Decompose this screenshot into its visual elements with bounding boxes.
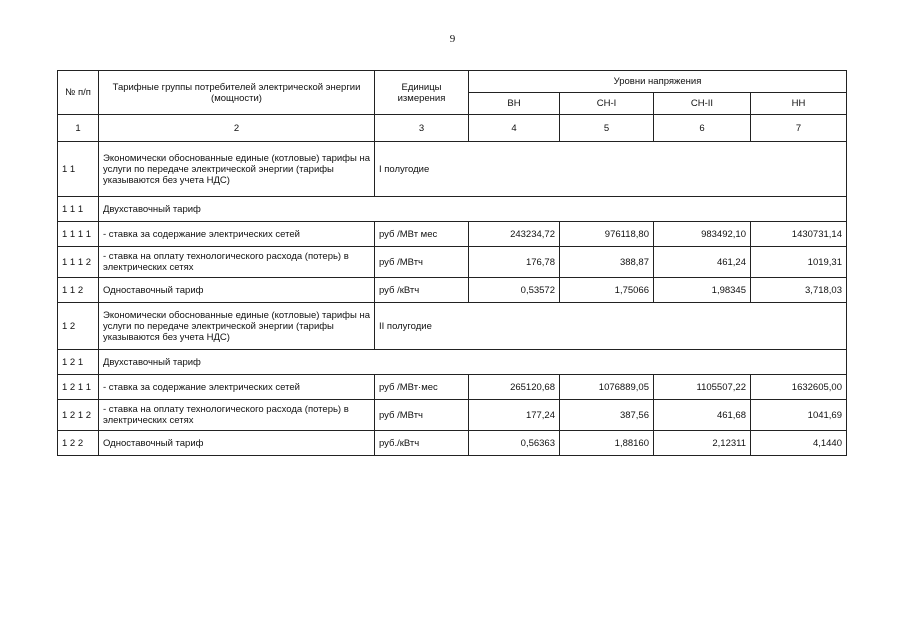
row-unit: руб /кВтч	[375, 278, 469, 303]
value-sn2: 983492,10	[654, 222, 751, 247]
row-number: 1 1	[58, 142, 99, 197]
header-level: ВН	[469, 93, 560, 115]
index-cell: 3	[375, 115, 469, 142]
value-sn1: 1,75066	[560, 278, 654, 303]
value-nn: 4,1440	[751, 431, 847, 456]
row-number: 1 2	[58, 303, 99, 350]
index-cell: 5	[560, 115, 654, 142]
value-sn1: 1076889,05	[560, 375, 654, 400]
table-row	[58, 278, 847, 303]
row-number: 1 2 1	[58, 350, 99, 375]
value-sn2: 1,98345	[654, 278, 751, 303]
row-number: 1 2 1 1	[58, 375, 99, 400]
section-row	[58, 142, 847, 197]
row-name: Экономически обоснованные единые (котловые) тарифы на услуги по передаче электрической энергии (тарифы указываются без учета НДС)	[99, 142, 375, 197]
row-number: 1 2 1 2	[58, 400, 99, 431]
value-nn: 1632605,00	[751, 375, 847, 400]
row-number: 1 1 2	[58, 278, 99, 303]
header-unit: Единицы измерения	[375, 71, 469, 115]
row-number: 1 1 1	[58, 197, 99, 222]
value-vn: 265120,68	[469, 375, 560, 400]
period-label: I полугодие	[375, 142, 847, 197]
value-vn: 243234,72	[469, 222, 560, 247]
header-level: НН	[751, 93, 847, 115]
row-name: Экономически обоснованные единые (котловые) тарифы на услуги по передаче электрической энергии (тарифы указываются без учета НДС)	[99, 303, 375, 350]
index-cell: 4	[469, 115, 560, 142]
row-name: Одноставочный тариф	[99, 278, 375, 303]
row-number: 1 2 2	[58, 431, 99, 456]
index-cell: 7	[751, 115, 847, 142]
row-unit: руб /МВт·мес	[375, 375, 469, 400]
index-cell: 6	[654, 115, 751, 142]
index-row	[58, 115, 847, 142]
table-row	[58, 400, 847, 431]
row-unit: руб /МВтч	[375, 400, 469, 431]
row-unit: руб./кВтч	[375, 431, 469, 456]
group-row	[58, 197, 847, 222]
row-unit: руб /МВт мес	[375, 222, 469, 247]
value-sn2: 461,68	[654, 400, 751, 431]
header-level: СН-I	[560, 93, 654, 115]
value-sn2: 2,12311	[654, 431, 751, 456]
value-nn: 3,718,03	[751, 278, 847, 303]
section-row	[58, 303, 847, 350]
group-row	[58, 350, 847, 375]
value-vn: 177,24	[469, 400, 560, 431]
value-vn: 0,56363	[469, 431, 560, 456]
table-row	[58, 222, 847, 247]
row-name: - ставка на оплату технологического расхода (потерь) в электрических сетях	[99, 247, 375, 278]
header-group: Тарифные группы потребителей электрической энергии (мощности)	[99, 71, 375, 115]
table-row	[58, 247, 847, 278]
row-number: 1 1 1 1	[58, 222, 99, 247]
row-name: Одноставочный тариф	[99, 431, 375, 456]
table-row	[58, 375, 847, 400]
value-nn: 1430731,14	[751, 222, 847, 247]
header-num: № п/п	[58, 71, 99, 115]
value-sn2: 1105507,22	[654, 375, 751, 400]
value-vn: 176,78	[469, 247, 560, 278]
value-vn: 0,53572	[469, 278, 560, 303]
header-voltage-levels: Уровни напряжения	[469, 71, 847, 93]
row-number: 1 1 1 2	[58, 247, 99, 278]
index-cell: 2	[99, 115, 375, 142]
header-level: СН-II	[654, 93, 751, 115]
value-sn1: 976118,80	[560, 222, 654, 247]
row-name: - ставка на оплату технологического расхода (потерь) в электрических сетях	[99, 400, 375, 431]
tariff-table	[57, 70, 847, 456]
value-nn: 1041,69	[751, 400, 847, 431]
row-name: - ставка за содержание электрических сетей	[99, 375, 375, 400]
header-row	[58, 71, 847, 93]
table-row	[58, 431, 847, 456]
period-label: II полугодие	[375, 303, 847, 350]
row-name: Двухставочный тариф	[99, 350, 847, 375]
value-sn2: 461,24	[654, 247, 751, 278]
value-sn1: 1,88160	[560, 431, 654, 456]
value-sn1: 387,56	[560, 400, 654, 431]
value-nn: 1019,31	[751, 247, 847, 278]
index-cell: 1	[58, 115, 99, 142]
row-name: - ставка за содержание электрических сетей	[99, 222, 375, 247]
page-number: 9	[449, 33, 456, 45]
row-name: Двухставочный тариф	[99, 197, 847, 222]
value-sn1: 388,87	[560, 247, 654, 278]
row-unit: руб /МВтч	[375, 247, 469, 278]
